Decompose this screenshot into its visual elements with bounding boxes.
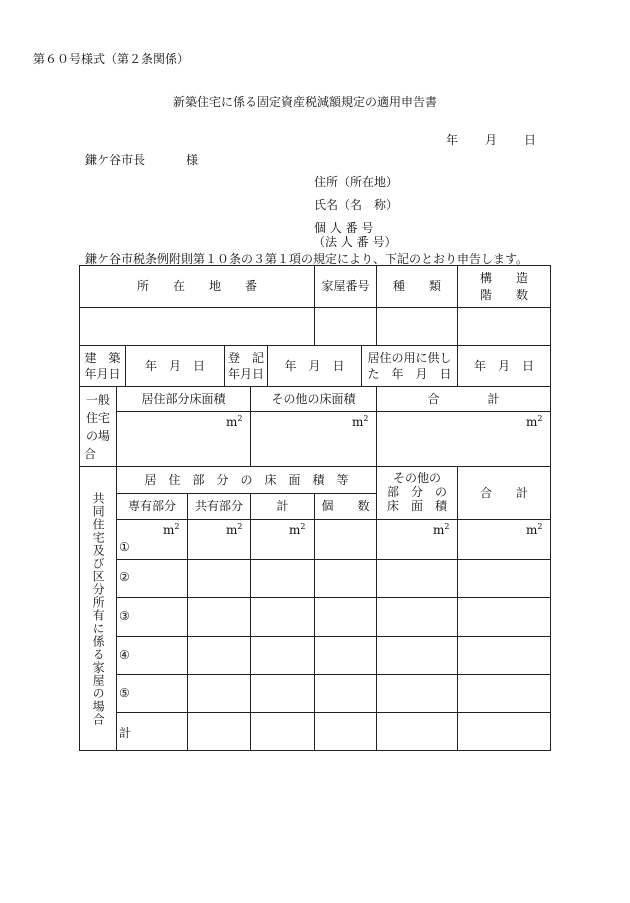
date-year: 年 (446, 133, 459, 147)
condo-exclusive-unit: $m^2$ (163, 522, 180, 537)
residential-label-b: た 年 月 日 (367, 367, 452, 381)
kind-header: 種 類 (392, 279, 441, 294)
structure-floors-header (458, 266, 550, 307)
row-marker-3: ③ (119, 609, 130, 623)
condo-subtotal-header: 計 (276, 499, 289, 514)
personal-number-label: 個 人 番 号 (314, 221, 374, 235)
document-title: 新築住宅に係る固定資産税減額規定の適用申告書 (173, 95, 438, 109)
condo-other-unit: $m^2$ (433, 522, 450, 537)
general-label-line-3: の場 (85, 428, 110, 443)
name-label: 氏名（名 称） (314, 198, 399, 212)
row-marker-4: ④ (119, 648, 130, 662)
condo-shared-header: 共有部分 (194, 499, 243, 514)
condo-other-header-a: その他の (392, 471, 441, 486)
general-other-area-header: その他の床面積 (271, 391, 356, 406)
form-number: 第６０号様式（第２条関係） (33, 52, 190, 66)
general-label-line-1: 一般 (85, 392, 110, 407)
condo-exclusive-header: 専有部分 (127, 499, 176, 514)
built-label-b: 年月日 (84, 367, 121, 381)
general-residential-unit: $m^2$ (226, 414, 243, 429)
addressee: 鎌ケ谷市長 (85, 153, 146, 167)
built-date-input[interactable]: 年 月 日 (144, 358, 205, 373)
honorific: 様 (186, 153, 199, 167)
general-total-unit: $m^2$ (526, 414, 543, 429)
row-marker-2: ② (119, 570, 130, 584)
condo-residential-header: 居 住 部 分 の 床 面 積 等 (144, 472, 349, 487)
condo-shared-unit: $m^2$ (226, 522, 243, 537)
built-date-label (80, 346, 125, 386)
condo-units-header: 個 数 (321, 499, 370, 514)
residential-date-label (362, 346, 457, 386)
general-other-unit: $m^2$ (352, 414, 369, 429)
house-number-header: 家屋番号 (321, 279, 370, 294)
declaration-text: 鎌ケ谷市税条例附則第１０条の３第１項の規定により、下記のとおり申告します。 (85, 252, 529, 266)
row-marker-1: ① (119, 540, 130, 554)
general-housing-label (80, 387, 116, 466)
condo-other-header-c: 床 面 積 (386, 498, 447, 513)
built-label-a: 建 築 (84, 350, 121, 365)
house-number-input[interactable] (315, 308, 376, 345)
corporate-number-label: （法 人 番 号） (313, 235, 397, 249)
row-marker-5: ⑤ (119, 686, 130, 700)
date-month: 月 (485, 133, 498, 147)
condo-total-header: 合 計 (479, 485, 528, 500)
kind-input[interactable] (377, 308, 457, 345)
registered-label-b: 年月日 (227, 367, 264, 381)
condo-other-header (377, 467, 457, 519)
address-label: 住所（所在地） (314, 175, 399, 189)
general-residential-area-header: 居住部分床面積 (141, 391, 226, 406)
residential-date-input[interactable]: 年 月 日 (473, 358, 534, 373)
condo-other-header-b: 部 分 の (386, 485, 447, 500)
registered-label-a: 登 記 (227, 350, 264, 365)
floors-label: 階 数 (479, 287, 528, 302)
registered-date-input[interactable]: 年 月 日 (284, 358, 345, 373)
condo-subtotal-unit: $m^2$ (289, 522, 306, 537)
date-day: 日 (524, 133, 537, 147)
structure-label: 構 造 (479, 271, 528, 286)
condo-total-unit: $m^2$ (526, 522, 543, 537)
location-input[interactable] (80, 308, 314, 345)
structure-input[interactable] (458, 308, 550, 345)
location-header: 所 在 地 番 (136, 279, 257, 294)
general-label-line-4: 合 (84, 446, 97, 461)
general-label-line-2: 住宅 (85, 410, 110, 425)
general-total-header: 合 計 (427, 391, 500, 406)
condo-side-label: 共同住宅及び区分所有に係る家屋の場合 (91, 492, 106, 726)
residential-label-a: 居住の用に供し (367, 350, 452, 365)
registered-date-label (225, 346, 267, 386)
row-marker-total: 計 (119, 726, 132, 740)
